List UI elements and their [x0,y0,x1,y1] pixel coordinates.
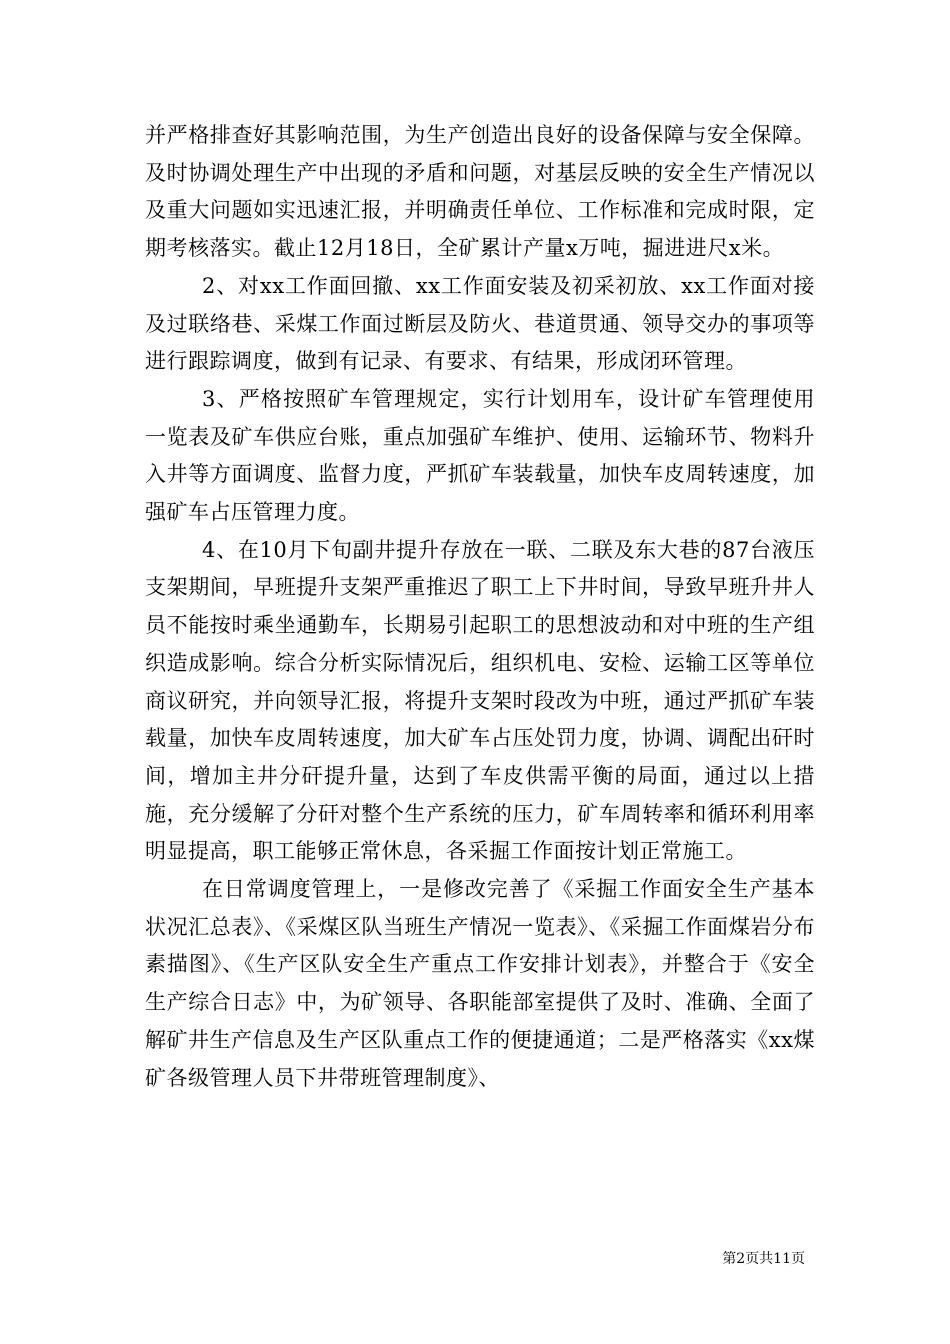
page-number-footer [722,1250,805,1268]
paragraph-continuation: 并严格排查好其影响范围，为生产创造出良好的设备保障与安全保障。及时协调处理生产中出现的矛盾和问题，对基层反映的安全生产情况以及重大问题如实迅速汇报，并明确责任单位、工作标准和完成时限，定期考核落实。截止12月18日，全矿累计产量x万吨，掘进进尺x米。 [145,123,815,261]
footer-total-pages: 11 [773,1251,791,1267]
document-body [145,117,815,1097]
footer-suffix: 页 [791,1251,805,1267]
paragraph-daily-dispatch: 在日常调度管理上，一是修改完善了《采掘工作面安全生产基本状况汇总表》、《采煤区队当班生产情况一览表》、《采掘工作面煤岩分布素描图》、《生产区队安全生产重点工作安排计划表》，并整合于《安全生产综合日志》中，为矿领导、各职能部室提供了及时、准确、全面了解矿井生产信息及生产区队重点工作的便捷通道；二是严格落实《xx煤矿各级管理人员下井带班管理制度》、 [145,877,815,1090]
paragraph-item-4: 4、在10月下旬副井提升存放在一联、二联及东大巷的87台液压支架期间，早班提升支架严重推迟了职工上下井时间，导致早班升井人员不能按时乘坐通勤车，长期易引起职工的思想波动和对中班的生产组织造成影响。综合分析实际情况后，组织机电、安检、运输工区等单位商议研究，并向领导汇报，将提升支架时段改为中班，通过严抓矿车装载量，加快车皮周转速度，加大矿车占压处罚力度，协调、调配出矸时间，增加主井分矸提升量，达到了车皮供需平衡的局面，通过以上措施，充分缓解了分矸对整个生产系统的压力，矿车周转率和循环利用率明显提高，职工能够正常休息，各采掘工作面按计划正常施工。 [145,537,815,864]
footer-middle: 页共 [745,1251,774,1267]
footer-current-page: 2 [736,1251,746,1267]
paragraph-item-2: 2、对xx工作面回撤、xx工作面安装及初采初放、xx工作面对接及过联络巷、采煤工作面过断层及防火、巷道贯通、领导交办的事项等进行跟踪调度，做到有记录、有要求、有结果，形成闭环管理。 [145,273,815,374]
paragraph-item-3: 3、严格按照矿车管理规定，实行计划用车，设计矿车管理使用一览表及矿车供应台账，重点加强矿车维护、使用、运输环节、物料升入井等方面调度、监督力度，严抓矿车装载量，加快车皮周转速度，加强矿车占压管理力度。 [145,386,815,525]
footer-prefix: 第 [722,1251,737,1267]
